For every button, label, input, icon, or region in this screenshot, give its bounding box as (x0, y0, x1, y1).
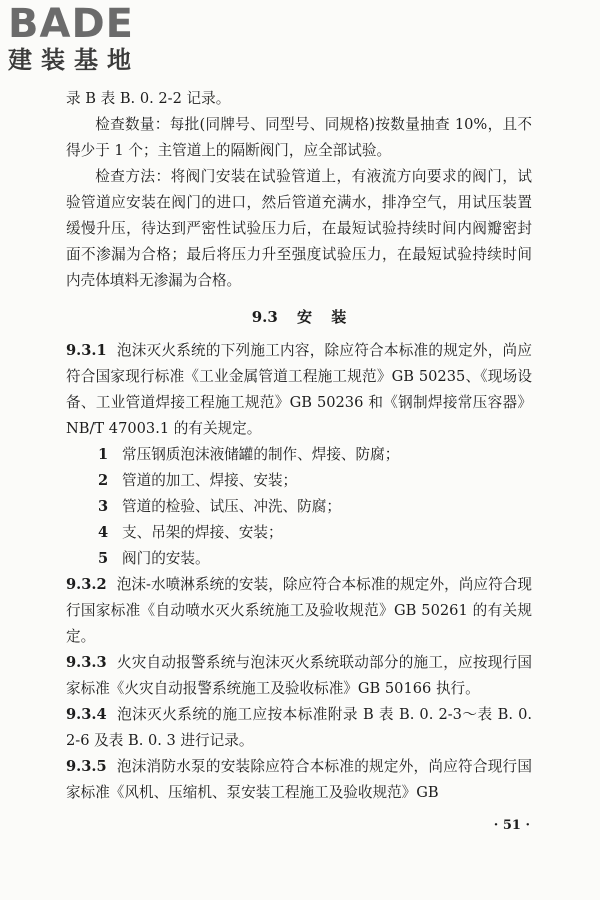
list-item (66, 468, 532, 494)
clause-number: 9.3.2 (66, 576, 107, 593)
item-text: 管道的检验、试压、冲洗、防腐； (122, 498, 341, 515)
clause-9-3-4 (66, 702, 532, 754)
list-item (66, 520, 532, 546)
item-text: 支、吊架的焊接、安装； (122, 524, 283, 541)
paragraph: 检查方法：将阀门安装在试验管道上，有液流方向要求的阀门，试验管道应安装在阀门的进口，然后管道充满水，排净空气，用试压装置缓慢升压，待达到严密性试验压力后，在最短试验持续时间内阀瓣密封面不渗漏为合格；最后将压力升至强度试验压力，在最短试验持续时间内壳体填料无渗漏为合格。 (66, 168, 532, 289)
watermark-logo (8, 1, 140, 74)
item-number: 4 (98, 524, 109, 541)
clause-number: 9.3.4 (66, 706, 107, 723)
section-heading: 9.3 安 装 (251, 308, 347, 326)
clause-number: 9.3.3 (66, 654, 107, 671)
paragraph: 录 B 表 B. 0. 2-2 记录。 (66, 90, 231, 107)
clause-text: 泡沫灭火系统的施工应按本标准附录 B 表 B. 0. 2-3～表 B. 0. 2-6 及表 B. 0. 3 进行记录。 (66, 706, 532, 749)
clause-number: 9.3.5 (66, 758, 107, 775)
page-body (66, 86, 532, 806)
item-text: 管道的加工、焊接、安装； (122, 472, 298, 489)
item-text: 阀门的安装。 (122, 550, 210, 567)
paragraph: 检查数量：每批(同牌号、同型号、同规格)按数量抽查 10%，且不得少于 1 个；主管道上的隔断阀门，应全部试验。 (66, 116, 532, 159)
list-item (66, 442, 532, 468)
item-text: 常压钢质泡沫液储罐的制作、焊接、防腐； (122, 446, 400, 463)
clause-9-3-1 (66, 338, 532, 442)
item-number: 2 (98, 472, 109, 489)
clause-text: 泡沫-水喷淋系统的安装，除应符合本标准的规定外，尚应符合现行国家标准《自动喷水灭火系统施工及验收规范》GB 50261 的有关规定。 (66, 576, 532, 645)
item-number: 1 (98, 446, 109, 463)
clause-text: 泡沫消防水泵的安装除应符合本标准的规定外，尚应符合现行国家标准《风机、压缩机、泵安装工程施工及验收规范》GB (66, 758, 532, 801)
item-number: 5 (98, 550, 109, 567)
clause-9-3-5 (66, 754, 532, 806)
page-number: · 51 · (493, 818, 530, 833)
logo-wordmark: BADE (8, 1, 134, 47)
clause-9-3-3 (66, 650, 532, 702)
clause-9-3-2 (66, 572, 532, 650)
list-item (66, 494, 532, 520)
logo-subtitle: 建装基地 (8, 46, 140, 74)
clause-text: 泡沫灭火系统的下列施工内容，除应符合本标准的规定外，尚应符合国家现行标准《工业金属管道工程施工规范》GB 50235、《现场设备、工业管道焊接工程施工规范》GB 50236 和《钢制焊接常压容器》NB/T 47003.1 的有关规定。 (66, 342, 532, 437)
item-number: 3 (98, 498, 109, 515)
list-item (66, 546, 532, 572)
clause-number: 9.3.1 (66, 342, 107, 359)
clause-text: 火灾自动报警系统与泡沫灭火系统联动部分的施工，应按现行国家标准《火灾自动报警系统施工及验收标准》GB 50166 执行。 (66, 654, 532, 697)
